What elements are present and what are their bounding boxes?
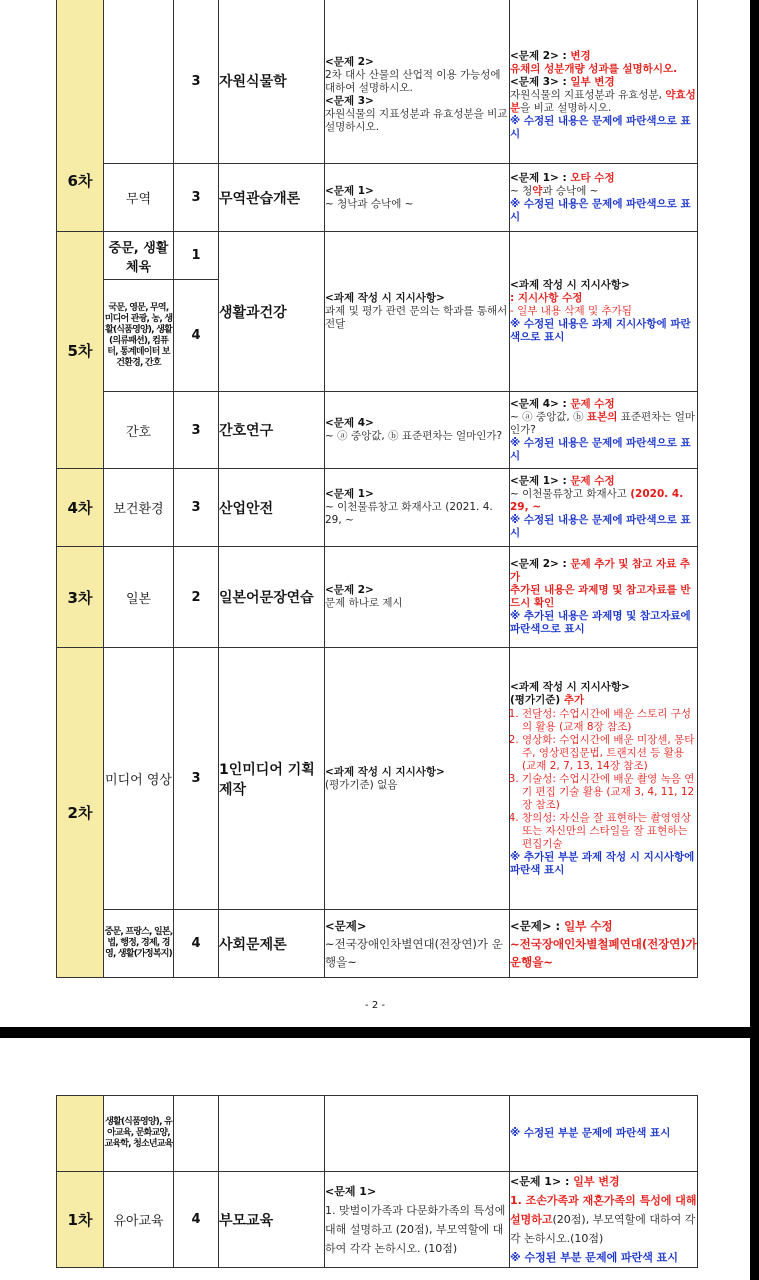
subject-cell — [219, 1096, 325, 1172]
round-cell: 1차 — [57, 1172, 104, 1268]
table-row — [57, 0, 698, 164]
dept-cell: 중문, 프랑스, 일본, 법, 행정, 경제, 경영, 생활(가정복지) — [104, 910, 174, 978]
page-number: - 2 - — [365, 1000, 385, 1011]
round-cell: 6차 — [57, 0, 104, 232]
dept-cell — [104, 0, 174, 164]
dept-cell: 국문, 영문, 무역, 미디어 관광, 농, 생활(식품영양), 생활(의류패션), 컴퓨터, 통계데이터 보건환경, 간호 — [104, 280, 174, 392]
document-page-2 — [0, 1038, 750, 1280]
list-item: 4. 창의성: 자신을 잘 표현하는 촬영영상 또는 자신만의 스타일을 잘 표현하는 편집기술 — [522, 812, 697, 851]
change-cell: <문제 1> : 일부 변경 1. 조손가족과 재혼가족의 특성에 대해 설명하고(20점), 부모역할에 대하여 각각 논하시오.(10점) ※ 수정된 부분 문제에 파란색 표시 — [510, 1172, 698, 1268]
change-cell: <문제 1> : 문제 수정 ~ 이천물류창고 화재사고 (2020. 4. 29, ~ ※ 수정된 내용은 문제에 파란색으로 표시 — [510, 469, 698, 547]
problem-cell: <문제 4> ~ ⓐ 중앙값, ⓑ 표준편차는 얼마인가? — [325, 392, 510, 469]
table-row — [57, 910, 698, 978]
table-row — [57, 469, 698, 547]
dept-cell: 생활(식품영양), 유아교육, 문화교양, 교육학, 청소년교육 — [104, 1096, 174, 1172]
dept-cell: 무역 — [104, 164, 174, 232]
subject-cell: 1인미디어 기획제작 — [219, 648, 325, 910]
table-row — [57, 232, 698, 280]
list-item: 2. 영상화: 수업시간에 배운 미장센, 몽타주, 영상편집문법, 트랜지션 등 활용 (교재 2, 7, 13, 14장 참조) — [522, 734, 697, 773]
table-row — [57, 648, 698, 910]
credit-cell: 1 — [174, 232, 219, 280]
subject-cell: 무역관습개론 — [219, 164, 325, 232]
problem-cell: <과제 작성 시 지시사항> (평가기준) 없음 — [325, 648, 510, 910]
credit-cell: 2 — [174, 547, 219, 648]
problem-cell: <과제 작성 시 지시사항> 과제 및 평가 관련 문의는 학과를 통해서 전달 — [325, 232, 510, 392]
credit-cell: 3 — [174, 469, 219, 547]
problem-cell: <문제 2> 문제 하나로 제시 — [325, 547, 510, 648]
round-cell — [57, 1096, 104, 1172]
subject-cell: 생활과건강 — [219, 232, 325, 392]
subject-cell: 자원식물학 — [219, 0, 325, 164]
round-cell: 2차 — [57, 648, 104, 978]
change-table-page-1 — [56, 0, 698, 978]
problem-cell: <문제 1> ~ 이천물류창고 화재사고 (2021. 4. 29, ~ — [325, 469, 510, 547]
dept-cell: 보건환경 — [104, 469, 174, 547]
problem-cell: <문제> ~전국장애인차별연대(전장연)가 운행을~ — [325, 910, 510, 978]
change-cell: <문제> : 일부 수정 ~전국장애인차별철폐연대(전장연)가 운행을~ — [510, 910, 698, 978]
round-cell: 3차 — [57, 547, 104, 648]
criteria-list — [510, 708, 697, 851]
change-cell: <문제 4> : 문제 수정 ~ ⓐ 중앙값, ⓑ 표본의 표준편차는 얼마인가? ※ 수정된 내용은 문제에 파란색으로 표시 — [510, 392, 698, 469]
credit-cell: 3 — [174, 648, 219, 910]
credit-cell: 4 — [174, 910, 219, 978]
change-cell: <과제 작성 시 지시사항> (평가기준) 추가 1. 전달성: 수업시간에 배운 스토리 구성의 활용 (교재 8장 참조) 2. 영상화: 수업시간에 배운 미장센, 몽타주, 영상편집문법, 트랜지션 등 활용 (교재 2, 7, 13, 14장 참조) 3. 기술성: 수업시간에 배운 촬영 녹음 연기 편집 기술 활용 (교재 3, 4, 11, 12장 참조) 4. 창의성: 자신을 잘 표현하는 촬영영상 또는 자신만의 스타일을 잘 표현하는 편집기술 ※ 추가된 부분 과제 작성 시 지시사항에 파란색 표시 — [510, 648, 698, 910]
table-row — [57, 164, 698, 232]
subject-cell: 일본어문장연습 — [219, 547, 325, 648]
credit-cell: 3 — [174, 164, 219, 232]
round-cell: 5차 — [57, 232, 104, 469]
page-separator — [0, 1027, 759, 1038]
change-table-page-2 — [56, 1095, 698, 1268]
problem-cell: <문제 1> ~ 청낙과 승낙에 ~ — [325, 164, 510, 232]
dept-cell: 미디어 영상 — [104, 648, 174, 910]
dept-cell: 중문, 생활체육 — [104, 232, 174, 280]
problem-cell: <문제 1> 1. 맞벌이가족과 다문화가족의 특성에 대해 설명하고 (20점), 부모역할에 대하여 각각 논하시오. (10점) — [325, 1172, 510, 1268]
dept-cell: 유아교육 — [104, 1172, 174, 1268]
list-item: 1. 전달성: 수업시간에 배운 스토리 구성의 활용 (교재 8장 참조) — [522, 708, 697, 734]
subject-cell: 간호연구 — [219, 392, 325, 469]
subject-cell: 산업안전 — [219, 469, 325, 547]
change-cell: <문제 1> : 오타 수정 ~ 청약과 승낙에 ~ ※ 수정된 내용은 문제에 파란색으로 표시 — [510, 164, 698, 232]
round-cell: 4차 — [57, 469, 104, 547]
dept-cell: 일본 — [104, 547, 174, 648]
subject-cell: 부모교육 — [219, 1172, 325, 1268]
change-cell: <문제 2> : 문제 추가 및 참고 자료 추가 추가된 내용은 과제명 및 참고자료를 반드시 확인 ※ 추가된 내용은 과제명 및 참고자료에 파란색으로 표시 — [510, 547, 698, 648]
credit-cell: 4 — [174, 280, 219, 392]
credit-cell — [174, 1096, 219, 1172]
dept-cell: 간호 — [104, 392, 174, 469]
list-item: 3. 기술성: 수업시간에 배운 촬영 녹음 연기 편집 기술 활용 (교재 3, 4, 11, 12장 참조) — [522, 773, 697, 812]
credit-cell: 4 — [174, 1172, 219, 1268]
problem-cell: <문제 2> 2차 대사 산물의 산업적 이용 가능성에 대하여 설명하시오. <문제 3> 자원식물의 지표성분과 유효성분을 비교 설명하시오. — [325, 0, 510, 164]
table-row — [57, 392, 698, 469]
problem-cell — [325, 1096, 510, 1172]
table-row — [57, 547, 698, 648]
change-cell: ※ 수정된 부분 문제에 파란색 표시 — [510, 1096, 698, 1172]
credit-cell: 3 — [174, 392, 219, 469]
change-cell: <문제 2> : 변경 유채의 성분개량 성과를 설명하시오. <문제 3> : 일부 변경 자원식물의 지표성분과 유효성분, 약효성분을 비교 설명하시오. ※ 수정된 내용은 문제에 파란색으로 표시 — [510, 0, 698, 164]
subject-cell: 사회문제론 — [219, 910, 325, 978]
credit-cell: 3 — [174, 0, 219, 164]
change-cell: <과제 작성 시 지시사항> : 지시사항 수정 - 일부 내용 삭제 및 추가됨 ※ 수정된 내용은 과제 지시사항에 파란색으로 표시 — [510, 232, 698, 392]
table-row — [57, 1096, 698, 1172]
table-row — [57, 1172, 698, 1268]
